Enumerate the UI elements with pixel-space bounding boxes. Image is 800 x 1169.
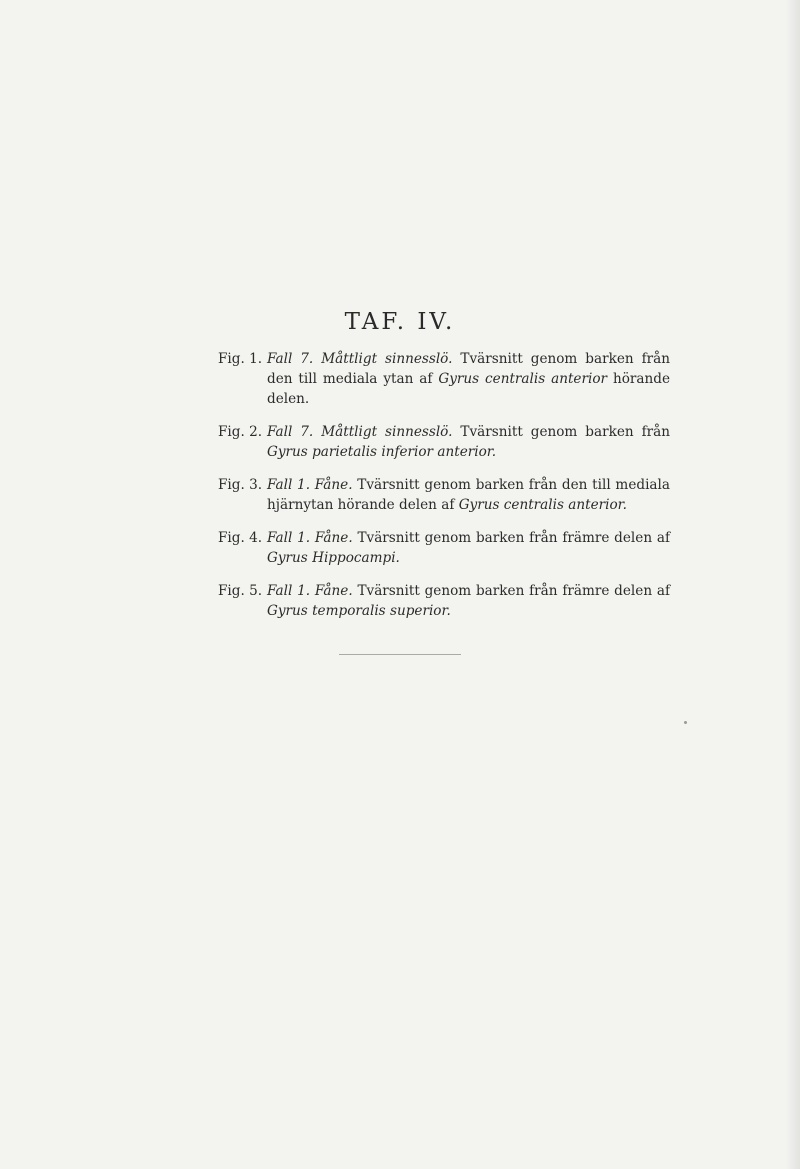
caption-text: Tvärsnitt genom barken från	[460, 424, 670, 440]
diagnosis: Måttligt sinnesslö.	[321, 351, 453, 367]
figure-label: Fig. 5.	[218, 583, 263, 599]
case-label: Fall 1.	[267, 477, 311, 493]
figure-entry-4	[218, 528, 670, 568]
case-label: Fall 1.	[267, 583, 311, 599]
figure-label: Fig. 1.	[218, 351, 263, 367]
diagnosis: Fåne.	[314, 477, 353, 493]
brain-region: Gyrus parietalis inferior anterior.	[267, 444, 497, 460]
figure-entry-1	[218, 349, 670, 409]
case-label: Fall 7.	[267, 424, 314, 440]
case-label: Fall 7.	[267, 351, 314, 367]
caption-text: Tvärsnitt genom barken från den till mediala hjärnytan hörande delen af	[267, 477, 670, 513]
diagnosis: Fåne.	[314, 583, 353, 599]
page-title: TAF. IV.	[344, 309, 456, 335]
figure-label: Fig. 3.	[218, 477, 263, 493]
figure-caption	[267, 528, 670, 568]
figure-label: Fig. 4.	[218, 530, 263, 546]
diagnosis: Fåne.	[314, 530, 353, 546]
page-edge-shadow	[786, 0, 800, 1169]
diagnosis: Måttligt sinnesslö.	[321, 424, 453, 440]
figure-label: Fig. 2.	[218, 424, 263, 440]
caption-text: Tvärsnitt genom barken från främre delen af	[357, 530, 671, 546]
brain-region: Gyrus centralis anterior.	[458, 497, 627, 513]
figure-caption	[267, 349, 670, 409]
figure-entry-5	[218, 581, 670, 621]
brain-region: Gyrus centralis anterior	[438, 371, 608, 387]
case-label: Fall 1.	[267, 530, 311, 546]
closing-rule	[339, 654, 461, 655]
figure-list	[218, 349, 670, 634]
figure-entry-3	[218, 475, 670, 515]
figure-caption	[267, 475, 670, 515]
figure-caption	[267, 422, 670, 462]
caption-text: Tvärsnitt genom barken från den till mediala ytan af	[267, 351, 670, 387]
caption-text-tail: hörande delen.	[267, 371, 670, 407]
caption-text: Tvärsnitt genom barken från främre delen af	[357, 583, 671, 599]
brain-region: Gyrus temporalis superior.	[267, 603, 451, 619]
paper-speck	[684, 721, 687, 724]
brain-region: Gyrus Hippocampi.	[267, 550, 400, 566]
figure-caption	[267, 581, 670, 621]
figure-entry-2	[218, 422, 670, 462]
